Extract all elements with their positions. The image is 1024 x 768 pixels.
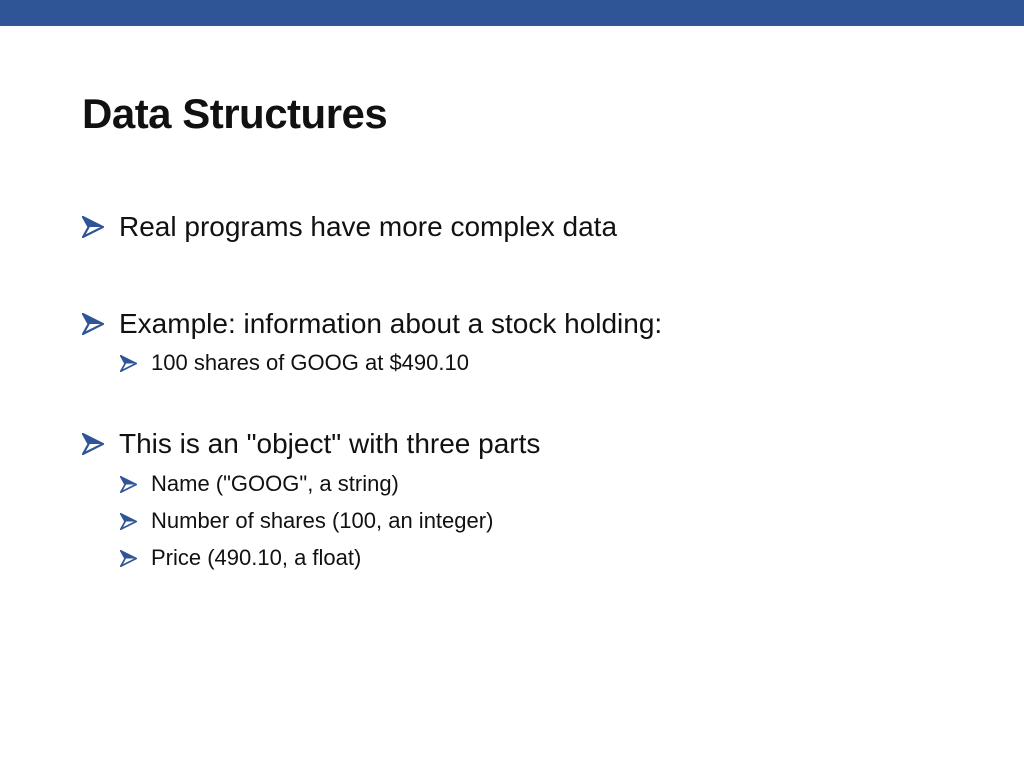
sub-bullet-text: Name ("GOOG", a string) <box>151 471 399 496</box>
arrow-bullet-icon <box>82 433 104 455</box>
arrow-bullet-icon <box>120 513 137 530</box>
sub-bullet-text: Number of shares (100, an integer) <box>151 508 494 533</box>
bullet-text: Real programs have more complex data <box>119 211 618 242</box>
sub-bullet-text: 100 shares of GOOG at $490.10 <box>151 350 469 375</box>
arrow-bullet-icon <box>120 550 137 567</box>
arrow-bullet-icon <box>82 216 104 238</box>
bullet-text: Example: information about a stock holding: <box>119 308 663 339</box>
sub-bullet-item <box>120 470 399 498</box>
sub-bullet-item <box>120 507 493 535</box>
arrow-bullet-icon <box>120 355 137 372</box>
arrow-bullet-icon <box>82 313 104 335</box>
arrow-bullet-icon <box>120 476 137 493</box>
bullet-text: This is an "object" with three parts <box>119 428 541 459</box>
sub-bullet-text: Price (490.10, a float) <box>151 545 362 570</box>
bullet-item <box>82 307 662 341</box>
bullet-item <box>82 210 617 244</box>
sub-bullet-item <box>120 544 361 572</box>
header-bar <box>0 0 1024 26</box>
slide-title: Data Structures <box>82 90 388 137</box>
bullet-item <box>82 427 540 461</box>
sub-bullet-item <box>120 349 469 377</box>
